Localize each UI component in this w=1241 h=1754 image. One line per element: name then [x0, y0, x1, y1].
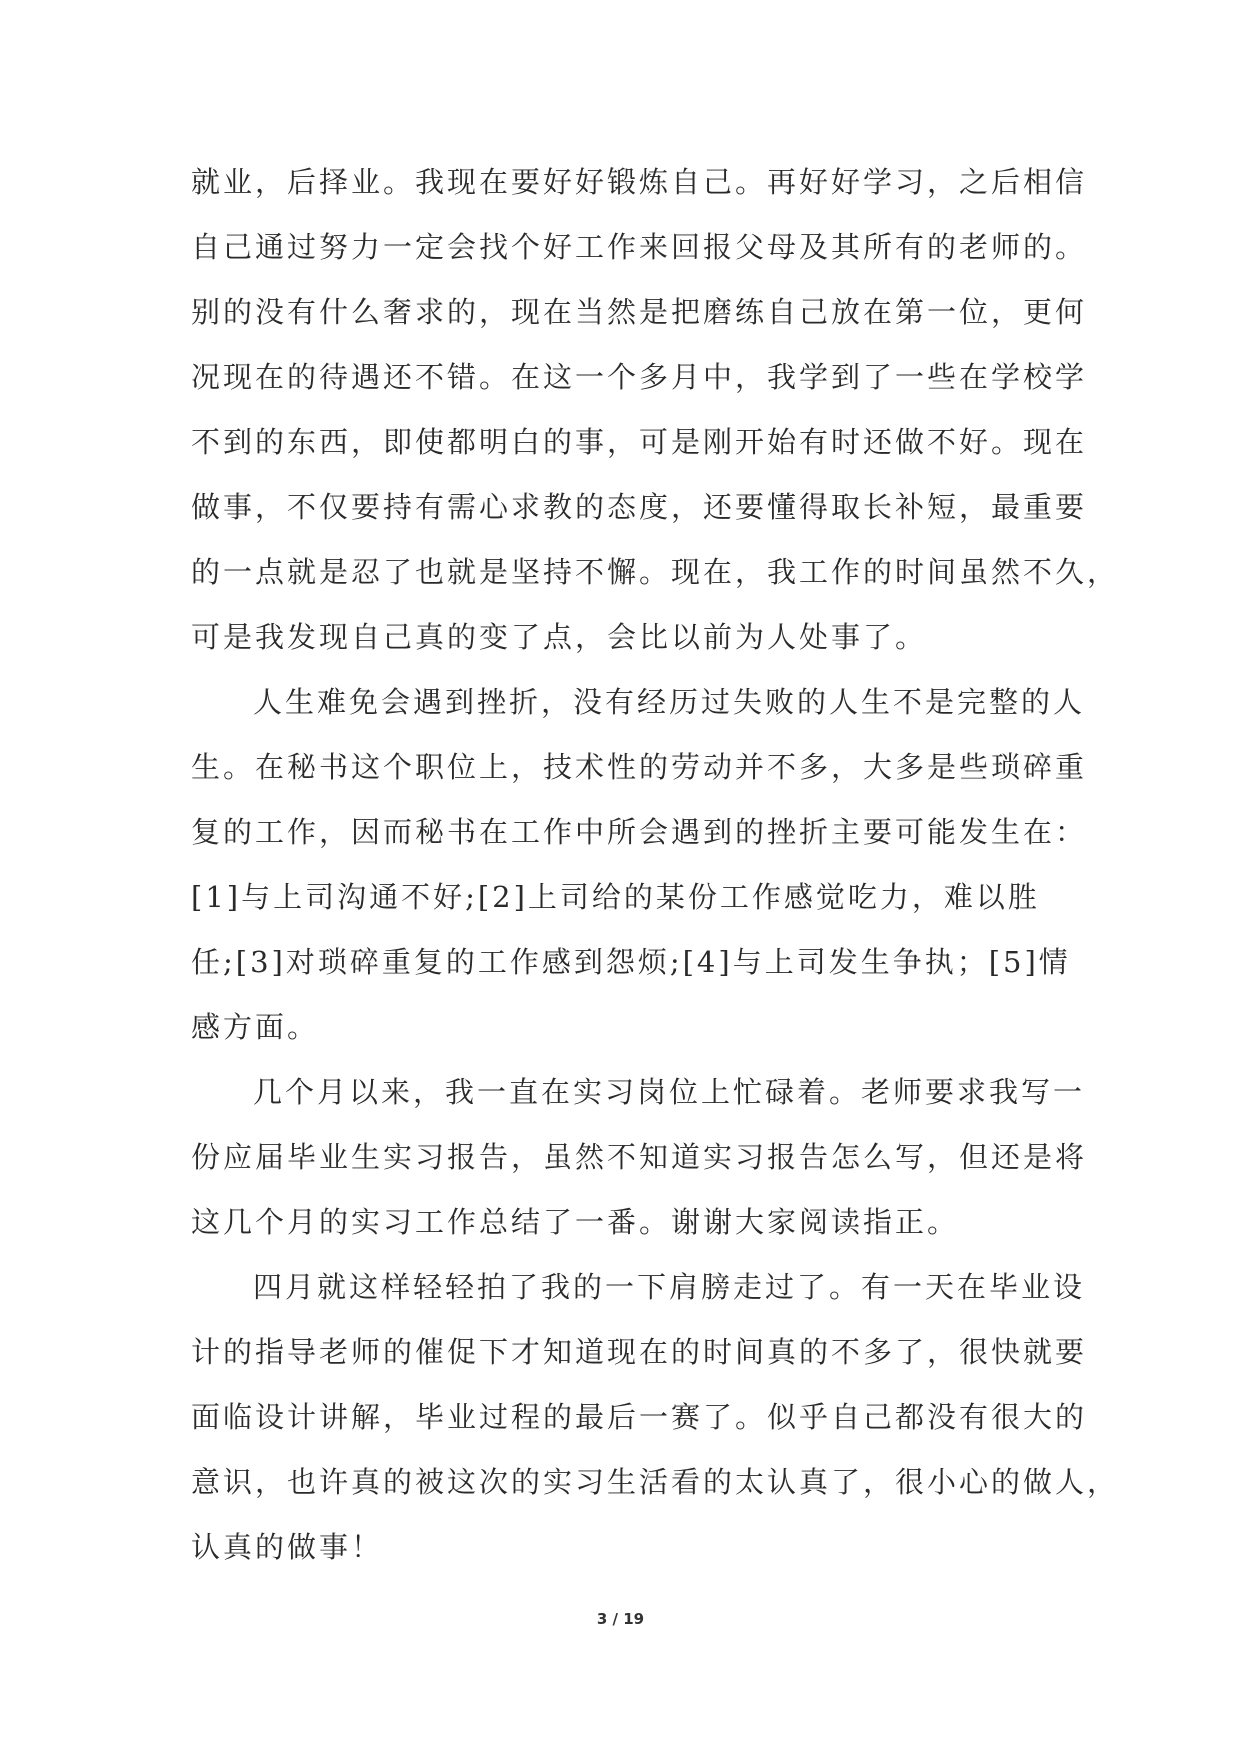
page-number: 3 / 19 — [596, 1610, 645, 1628]
text-line: 别的没有什么奢求的，现在当然是把磨练自己放在第一位，更何 — [191, 295, 1088, 329]
text-line: 这几个月的实习工作总结了一番。谢谢大家阅读指正。 — [191, 1205, 960, 1239]
text-line: 不到的东西，即使都明白的事，可是刚开始有时还做不好。现在 — [191, 425, 1088, 459]
text-line: 就业，后择业。我现在要好好锻炼自己。再好好学习，之后相信 — [191, 165, 1088, 199]
text-line: 自己通过努力一定会找个好工作来回报父母及其所有的老师的。 — [191, 230, 1088, 264]
document-body — [191, 150, 1120, 1580]
text-line: [1]与上司沟通不好;[2]上司给的某份工作感觉吃力，难以胜 — [191, 880, 1040, 914]
text-line: 做事，不仅要持有需心求教的态度，还要懂得取长补短，最重要 — [191, 490, 1088, 524]
paragraph-2 — [191, 670, 1088, 1060]
text-line: 复的工作，因而秘书在工作中所会遇到的挫折主要可能发生在： — [191, 815, 1088, 849]
text-line: 四月就这样轻轻拍了我的一下肩膀走过了。有一天在毕业设 — [253, 1270, 1086, 1304]
text-line: 计的指导老师的催促下才知道现在的时间真的不多了，很快就要 — [191, 1335, 1088, 1369]
text-line: 几个月以来，我一直在实习岗位上忙碌着。老师要求我写一 — [253, 1075, 1086, 1109]
text-line: 面临设计讲解，毕业过程的最后一赛了。似乎自己都没有很大的 — [191, 1400, 1088, 1434]
text-line: 生。在秘书这个职位上，技术性的劳动并不多，大多是些琐碎重 — [191, 750, 1088, 784]
text-line: 的一点就是忍了也就是坚持不懈。现在，我工作的时间虽然不久， — [191, 555, 1120, 589]
text-line: 认真的做事！ — [191, 1530, 384, 1564]
text-line: 感方面。 — [191, 1010, 320, 1044]
paragraph-3 — [191, 1060, 1088, 1255]
text-line: 可是我发现自己真的变了点，会比以前为人处事了。 — [191, 620, 928, 654]
text-line: 意识，也许真的被这次的实习生活看的太认真了，很小心的做人， — [191, 1465, 1120, 1499]
text-line: 份应届毕业生实习报告，虽然不知道实习报告怎么写，但还是将 — [191, 1140, 1088, 1174]
paragraph-4 — [191, 1255, 1120, 1580]
paragraph-1 — [191, 150, 1120, 670]
text-line: 人生难免会遇到挫折，没有经历过失败的人生不是完整的人 — [253, 685, 1086, 719]
text-line: 任;[3]对琐碎重复的工作感到怨烦;[4]与上司发生争执；[5]情 — [191, 945, 1071, 979]
text-line: 况现在的待遇还不错。在这一个多月中，我学到了一些在学校学 — [191, 360, 1088, 394]
